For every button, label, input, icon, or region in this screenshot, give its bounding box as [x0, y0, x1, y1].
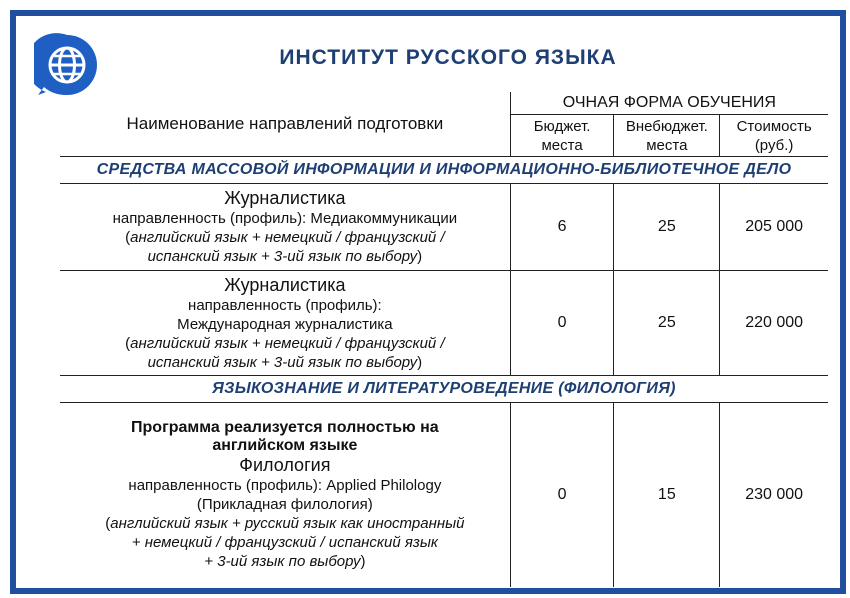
- program-cell: Журналистика направленность (профиль): Международная журналистика (английский язык + немецкий / французский / испанский язык + 3-ий язык по выбору): [60, 271, 510, 376]
- program-profile: направленность (профиль): Applied Philology: [128, 477, 442, 494]
- program-profile: Международная журналистика: [177, 315, 393, 333]
- cost-value: 230 000: [720, 403, 828, 588]
- page-frame: [10, 10, 846, 594]
- paid-places: 15: [614, 403, 720, 588]
- page-title: ИНСТИТУТ РУССКОГО ЯЗЫКА: [279, 46, 617, 69]
- program-profile: направленность (профиль): Медиакоммуникации: [112, 210, 458, 227]
- budget-places: 6: [510, 184, 614, 271]
- table-row: [60, 403, 828, 588]
- program-name: Филология: [239, 455, 331, 475]
- program-languages: (английский язык + немецкий / французский /: [125, 229, 445, 246]
- program-cell: Программа реализуется полностью на английском языке Филология направленность (профиль): Applied Philology (Прикладная филология) (английский язык + русский язык как иностранный + немецкий / французский / испанский язык + 3-ий язык по выбору): [60, 403, 510, 588]
- column-header-cost: Стоимость (руб.): [720, 115, 828, 157]
- program-cell: Журналистика направленность (профиль): Медиакоммуникации (английский язык + немецкий / французский / испанский язык + 3-ий язык по выбору): [60, 184, 510, 271]
- program-languages: (английский язык + русский язык как иностранный: [105, 515, 465, 532]
- paid-places: 25: [614, 184, 720, 271]
- program-note: Программа реализуется полностью на: [131, 419, 439, 436]
- budget-places: 0: [510, 271, 614, 376]
- column-header-name: Наименование направлений подготовки: [60, 92, 510, 157]
- column-header-form: ОЧНАЯ ФОРМА ОБУЧЕНИЯ: [510, 92, 828, 115]
- column-header-paid: Внебюджет. места: [614, 115, 720, 157]
- cost-value: 205 000: [720, 184, 828, 271]
- program-profile: направленность (профиль):: [188, 296, 382, 314]
- programs-table: [60, 92, 828, 587]
- paid-places: 25: [614, 271, 720, 376]
- program-profile: (Прикладная филология): [196, 496, 373, 513]
- cost-value: 220 000: [720, 271, 828, 376]
- program-note: английском языке: [212, 437, 358, 454]
- program-languages: (английский язык + немецкий / французский /: [125, 334, 445, 352]
- budget-places: 0: [510, 403, 614, 588]
- section-title: ЯЗЫКОЗНАНИЕ И ЛИТЕРАТУРОВЕДЕНИЕ (ФИЛОЛОГИЯ): [60, 376, 828, 403]
- program-name: Журналистика: [224, 188, 346, 208]
- section-title: СРЕДСТВА МАССОВОЙ ИНФОРМАЦИИ И ИНФОРМАЦИОННО-БИБЛИОТЕЧНОЕ ДЕЛО: [60, 157, 828, 184]
- table-row: [60, 184, 828, 271]
- program-name: Журналистика: [224, 274, 346, 295]
- table-row: [60, 271, 828, 376]
- column-header-budget: Бюджет. места: [510, 115, 614, 157]
